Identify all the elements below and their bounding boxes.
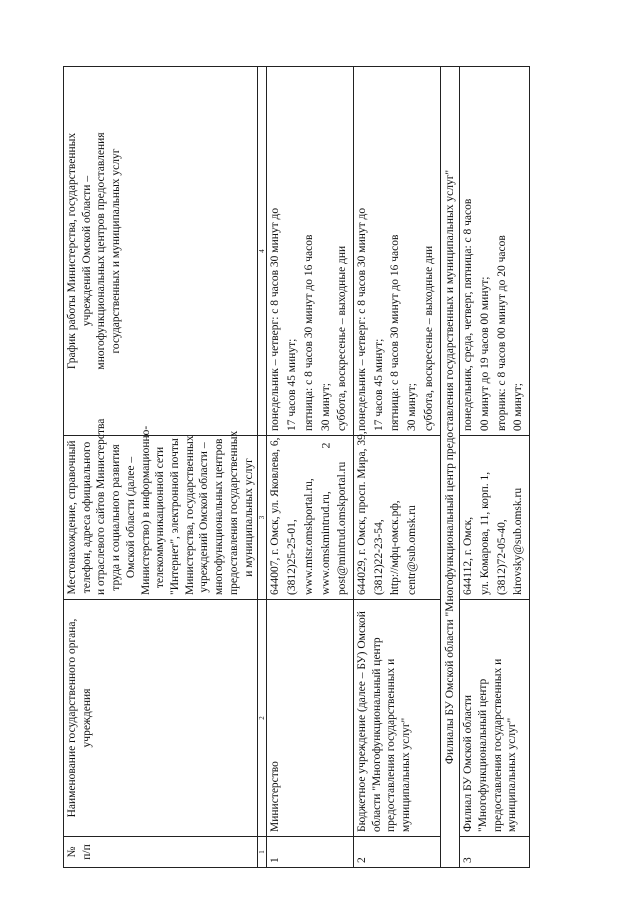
text-line: post@mintrud.omskportal.ru — [336, 461, 349, 595]
text-line: суббота, воскресенье – выходные дни — [422, 245, 435, 431]
text-line: Министерства, государственных — [183, 435, 196, 595]
text-line: учреждений Омской области – — [80, 175, 93, 327]
text-line: телекоммуникационной сети — [154, 446, 167, 589]
row-location — [460, 436, 530, 600]
text-line: пятница: с 8 часов 30 минут до 16 часов — [389, 234, 402, 431]
text-line: суббота, воскресенье – выходные дни — [336, 245, 349, 431]
text-line: 17 часов 45 минут; — [372, 338, 385, 431]
document-table-rotated — [63, 66, 551, 868]
column-number: 2 — [258, 600, 267, 837]
text-line: centr@sub.omsk.ru — [406, 505, 419, 595]
text-line: Филиал БУ Омской области — [462, 694, 475, 832]
text-line: 17 часов 45 минут; — [286, 338, 299, 431]
text-line: понедельник – четверг: с 8 часов 30 минут до — [269, 207, 282, 431]
row-num: 3 — [460, 837, 530, 868]
table-row — [353, 67, 440, 868]
text-line: предоставления государственных и — [491, 658, 504, 832]
text-line: 30 минут; — [406, 383, 419, 431]
table-row — [267, 67, 354, 868]
text-line: (3812)22-23-54, — [372, 519, 385, 595]
row-name — [267, 600, 354, 837]
text-line: телефон, адреса официального — [80, 441, 93, 594]
column-numbers-row — [258, 67, 267, 868]
text-line: 00 минут; — [512, 383, 525, 431]
header-name — [64, 600, 258, 837]
header-schedule — [64, 67, 258, 436]
text-line: График работы Министерства, государственных — [66, 132, 78, 370]
text-line: и муниципальных услуг — [242, 458, 255, 577]
text-line: и отраслевого сайтов Министерства — [95, 418, 108, 595]
row-location — [353, 431, 440, 600]
text-line: области "Многофункциональный центр — [370, 637, 383, 832]
text-line: 644112, г. Омск, — [462, 516, 475, 595]
row-name — [353, 600, 440, 837]
text-line: государственных и муниципальных услуг — [110, 148, 123, 354]
text-line: предоставления государственных — [227, 430, 240, 595]
text-line: "Интернет", электронной почты — [169, 438, 182, 595]
text-line: многофункциональных центров предоставления — [95, 132, 108, 370]
text-line: ул. Комарова, 11, корп. 1, — [478, 471, 491, 595]
text-line: (3812)72-05-40, — [495, 519, 508, 595]
text-line: 644029, г. Омск, просп. Мира, 39, — [355, 431, 368, 595]
header-num — [64, 837, 258, 868]
row-num: 1 — [267, 837, 354, 868]
row-num: 2 — [353, 837, 440, 868]
text-line: № — [66, 846, 78, 858]
text-line: понедельник – четверг: с 8 часов 30 минут до — [355, 207, 368, 431]
text-line: (3812)25-25-01, — [286, 519, 299, 595]
text-line: п/п — [80, 844, 93, 860]
text-line: Министерство) в информационно- — [139, 425, 152, 595]
text-line: Местонахождение, справочный — [66, 440, 78, 595]
text-line: 30 минут; — [319, 383, 332, 431]
row-schedule — [267, 67, 354, 436]
row-schedule — [460, 67, 530, 436]
text-line: муниципальных услуг" — [506, 717, 519, 832]
text-line: Министерство — [269, 761, 282, 832]
text-line: kirovsky@sub.omsk.ru — [512, 487, 525, 595]
text-line: учреждений Омской области – — [198, 442, 211, 593]
text-line: труда и социального развития — [110, 444, 123, 591]
section-title: Филиалы БУ Омской области "Многофункциональный центр предоставления государственных и муниципальных услуг" — [440, 67, 460, 868]
row-name — [460, 600, 530, 837]
text-line: Омской области (далее – — [124, 456, 137, 579]
text-line: вторник: с 8 часов 00 минут до 20 часов — [495, 235, 508, 431]
text-line: 644007, г. Омск, ул. Яковлева, 6, — [269, 437, 282, 595]
text-line: пятница: с 8 часов 30 минут до 16 часов — [302, 234, 315, 431]
text-line: Бюджетное учреждение (далее – БУ) Омской — [355, 611, 368, 832]
text-line: Наименование государственного органа, — [66, 618, 78, 818]
text-line: www.mtsr.omskportal.ru, — [302, 478, 315, 595]
text-line: "Многофункциональный центр — [476, 678, 489, 832]
section-row — [440, 67, 460, 868]
text-line: учреждения — [80, 688, 93, 748]
table-header-row — [64, 67, 258, 868]
institutions-table — [63, 66, 530, 868]
text-line: http://мфц-омск.рф, — [389, 500, 402, 595]
text-line: 00 минут до 19 часов 00 минут; — [478, 276, 491, 431]
column-number: 1 — [258, 837, 267, 868]
text-line: муниципальных услуг" — [400, 717, 413, 832]
text-line: предоставления государственных и — [385, 658, 398, 832]
text-line: понедельник, среда, четверг, пятница: с 8 часов — [462, 198, 475, 431]
text-line: www.omskmintrud.ru, — [319, 491, 332, 595]
page-number: 2 — [318, 442, 333, 449]
table-row — [460, 67, 530, 868]
header-location — [64, 418, 258, 600]
column-number: 3 — [258, 436, 267, 600]
row-location — [267, 436, 354, 600]
text-line: многофункциональных центров — [213, 438, 226, 595]
column-number: 4 — [258, 67, 267, 436]
row-schedule — [353, 67, 440, 436]
